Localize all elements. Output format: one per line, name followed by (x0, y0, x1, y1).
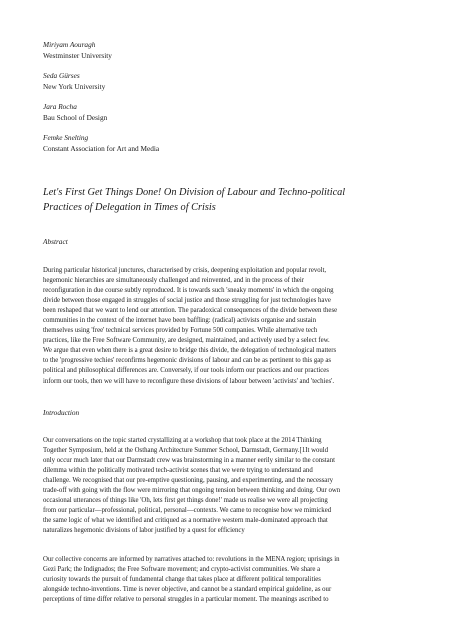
author-block (43, 102, 433, 123)
author-affiliation: Constant Association for Art and Media (43, 143, 160, 153)
author-block (43, 133, 433, 154)
text-line: from our particular—professional, political, personal—contexts. We came to recognise how we mimicked (43, 507, 332, 515)
author-list (43, 40, 433, 164)
text-line: hegemonic hierarchies are simultaneously challenged and reinvented, and in the process of their (43, 277, 305, 285)
paper-title (43, 185, 435, 215)
text-line: communities in the context of the internet have been baffling: (radical) activists organise and sustain (43, 317, 317, 325)
text-line: themselves using 'free' technical services provided by Fortune 500 companies. While alternative tech (43, 327, 318, 335)
author-block (43, 40, 433, 61)
text-line: occasional utterances of things like 'Oh, lets first get things done!' made us realise we were all projecting (43, 497, 328, 505)
introduction-paragraph-1 (43, 436, 433, 536)
text-line: perceptions of time differ relative to personal struggles in a particular moment. The meanings ascribed to (43, 596, 329, 604)
text-line: Our collective concerns are informed by narratives attached to: revolutions in the MENA region; uprisings in (43, 556, 340, 563)
introduction-paragraph-2 (43, 555, 433, 605)
author-affiliation: Bau School of Design (43, 112, 108, 122)
text-line: been reshaped that we want to lend our attention. The paradoxical consequences of the divide between these (43, 307, 338, 315)
text-line: divide between those engaged in struggles of social justice and those struggling for just technologies have (43, 297, 331, 305)
title-line: Practices of Delegation in Times of Crisis (43, 202, 216, 213)
author-name: Seda Gürses (43, 71, 80, 80)
text-line: political and philosophical differences are. Conversely, if our tools inform our practices and our practices (43, 367, 329, 375)
text-line: Our conversations on the topic started crystallizing at a workshop that took place at the 2014 Thinking (43, 437, 322, 444)
abstract-heading: Abstract (43, 237, 68, 246)
text-line: naturalizes hegemonic divisions of labor justified by a quest for efficiency (43, 527, 245, 535)
abstract-body (43, 266, 433, 387)
text-line: alongside techno-inventions. Time is never objective, and cannot be a standard empirical guideline, as our (43, 586, 332, 594)
text-line: Together Symposium, held at the Osthang Architecture Summer School, Darmstadt, Germany.[1It would (43, 447, 329, 455)
text-line: We argue that even when there is a great desire to bridge this divide, the delegation of technological matters (43, 347, 337, 355)
text-line: During particular historical junctures, characterised by crisis, deepening exploitation and popular revolt, (43, 267, 327, 274)
text-line: Gezi Park; the Indignados; the Free Software movement; and crypto-activist communities. We share a (43, 566, 321, 574)
text-line: practices, like the Free Software Community, are designed, maintained, and actively used by a select few. (43, 337, 330, 345)
text-line: curiosity towards the pursuit of fundamental change that takes place at different political temporalities (43, 576, 321, 584)
text-line: the same logic of what we identified and critiqued as a normative western male-dominated approach that (43, 517, 328, 525)
author-name: Miriyam Aouragh (43, 40, 96, 49)
author-affiliation: New York University (43, 81, 106, 91)
author-name: Jara Rocha (43, 102, 77, 111)
text-line: to the 'progressive techies' reconfirms hegemonic divisions of labour and can be as pertinent to this gap as (43, 357, 332, 365)
author-affiliation: Westminster University (43, 50, 112, 60)
text-line: dilemma within the politically motivated tech-activist scenes that we were trying to understand and (43, 467, 313, 475)
text-line: inform our tools, then we will have to reconfigure these divisions of labour between 'activists' and 'techies'. (43, 377, 335, 385)
author-name: Femke Snelting (43, 133, 89, 142)
text-line: only occur much later that our Darmstadt crew was brainstorming in a manner eerily similar to the constant (43, 457, 335, 465)
author-block (43, 71, 433, 92)
text-line: reconfiguration in due course subtly reproduced. It is towards such 'sneaky moments' in which the ongoing (43, 287, 334, 295)
title-line: Let's First Get Things Done! On Division of Labour and Techno-political (43, 187, 346, 198)
text-line: challenge. We recognised that our pre-emptive questioning, pausing, and experimenting, and the necessary (43, 477, 333, 485)
introduction-heading: Introduction (43, 408, 80, 417)
text-line: trade-off with going with the flow were mirroring that ongoing tension between thinking and doing. Our own (43, 487, 341, 495)
